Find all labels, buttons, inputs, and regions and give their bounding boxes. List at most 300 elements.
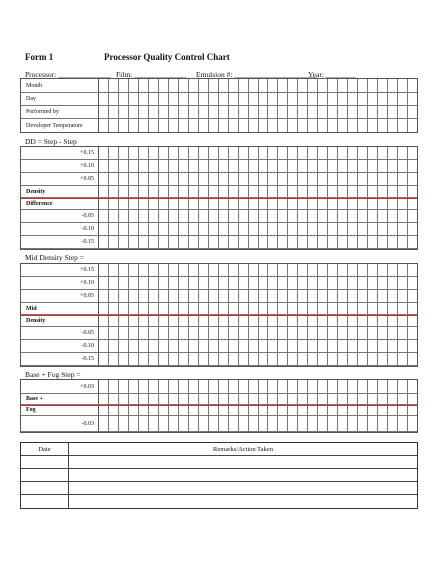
entry-cell[interactable]: [159, 315, 169, 326]
entry-cell[interactable]: [298, 315, 308, 326]
entry-cell[interactable]: [199, 340, 209, 352]
entry-cell[interactable]: [219, 303, 229, 314]
entry-cell[interactable]: [378, 119, 388, 132]
entry-cell[interactable]: [348, 236, 358, 248]
entry-cell[interactable]: [378, 380, 388, 393]
entry-cell[interactable]: [408, 198, 417, 209]
entry-cell[interactable]: [278, 290, 288, 302]
entry-cell[interactable]: [278, 223, 288, 235]
entry-cell[interactable]: [268, 264, 278, 276]
entry-cell[interactable]: [199, 277, 209, 289]
entry-cell[interactable]: [109, 93, 119, 105]
entry-cell[interactable]: [388, 160, 398, 172]
entry-cell[interactable]: [358, 186, 368, 197]
entry-cell[interactable]: [388, 327, 398, 339]
entry-cell[interactable]: [179, 405, 189, 415]
entry-cell[interactable]: [278, 210, 288, 222]
entry-cell[interactable]: [179, 223, 189, 235]
entry-cell[interactable]: [388, 223, 398, 235]
entry-cell[interactable]: [179, 236, 189, 248]
entry-cell[interactable]: [129, 315, 139, 326]
entry-cell[interactable]: [129, 93, 139, 105]
entry-cell[interactable]: [328, 277, 338, 289]
date-cell[interactable]: [21, 495, 69, 508]
entry-cell[interactable]: [209, 93, 219, 105]
entry-cell[interactable]: [338, 186, 348, 197]
entry-cell[interactable]: [308, 277, 318, 289]
entry-cell[interactable]: [308, 210, 318, 222]
entry-cell[interactable]: [368, 405, 378, 415]
entry-cell[interactable]: [129, 160, 139, 172]
entry-cell[interactable]: [259, 327, 269, 339]
entry-cell[interactable]: [388, 210, 398, 222]
entry-cell[interactable]: [288, 93, 298, 105]
entry-cell[interactable]: [179, 198, 189, 209]
entry-cell[interactable]: [408, 93, 417, 105]
entry-cell[interactable]: [129, 405, 139, 415]
entry-cell[interactable]: [129, 173, 139, 185]
entry-cell[interactable]: [259, 93, 269, 105]
entry-cell[interactable]: [239, 394, 249, 404]
entry-cell[interactable]: [129, 79, 139, 92]
entry-cell[interactable]: [179, 147, 189, 159]
entry-cell[interactable]: [239, 290, 249, 302]
entry-cell[interactable]: [268, 173, 278, 185]
entry-cell[interactable]: [229, 277, 239, 289]
entry-cell[interactable]: [318, 327, 328, 339]
entry-cell[interactable]: [388, 277, 398, 289]
entry-cell[interactable]: [219, 173, 229, 185]
entry-cell[interactable]: [109, 380, 119, 393]
entry-cell[interactable]: [199, 79, 209, 92]
entry-cell[interactable]: [268, 405, 278, 415]
entry-cell[interactable]: [368, 264, 378, 276]
entry-cell[interactable]: [308, 315, 318, 326]
date-cell[interactable]: [21, 482, 69, 494]
entry-cell[interactable]: [129, 277, 139, 289]
entry-cell[interactable]: [378, 315, 388, 326]
entry-cell[interactable]: [189, 327, 199, 339]
entry-cell[interactable]: [308, 93, 318, 105]
entry-cell[interactable]: [149, 186, 159, 197]
entry-cell[interactable]: [169, 147, 179, 159]
entry-cell[interactable]: [348, 277, 358, 289]
entry-cell[interactable]: [348, 160, 358, 172]
mid-row-cells[interactable]: [99, 353, 417, 365]
entry-cell[interactable]: [199, 210, 209, 222]
entry-cell[interactable]: [288, 416, 298, 431]
entry-cell[interactable]: [189, 394, 199, 404]
entry-cell[interactable]: [199, 223, 209, 235]
entry-cell[interactable]: [288, 119, 298, 132]
entry-cell[interactable]: [318, 380, 328, 393]
entry-cell[interactable]: [268, 394, 278, 404]
base-row-cells[interactable]: [99, 380, 417, 393]
entry-cell[interactable]: [249, 106, 259, 118]
entry-cell[interactable]: [159, 290, 169, 302]
entry-cell[interactable]: [328, 223, 338, 235]
entry-cell[interactable]: [288, 106, 298, 118]
base-row-cells[interactable]: [99, 416, 417, 431]
entry-cell[interactable]: [308, 303, 318, 314]
entry-cell[interactable]: [239, 236, 249, 248]
entry-cell[interactable]: [278, 79, 288, 92]
entry-cell[interactable]: [209, 340, 219, 352]
entry-cell[interactable]: [219, 160, 229, 172]
entry-cell[interactable]: [259, 416, 269, 431]
entry-cell[interactable]: [109, 394, 119, 404]
entry-cell[interactable]: [99, 236, 109, 248]
entry-cell[interactable]: [169, 160, 179, 172]
entry-cell[interactable]: [328, 416, 338, 431]
entry-cell[interactable]: [229, 394, 239, 404]
entry-cell[interactable]: [318, 147, 328, 159]
entry-cell[interactable]: [259, 277, 269, 289]
entry-cell[interactable]: [139, 315, 149, 326]
entry-cell[interactable]: [179, 160, 189, 172]
entry-cell[interactable]: [278, 173, 288, 185]
entry-cell[interactable]: [328, 264, 338, 276]
entry-cell[interactable]: [179, 416, 189, 431]
entry-cell[interactable]: [209, 147, 219, 159]
entry-cell[interactable]: [378, 173, 388, 185]
entry-cell[interactable]: [249, 394, 259, 404]
entry-cell[interactable]: [318, 198, 328, 209]
entry-cell[interactable]: [338, 290, 348, 302]
entry-cell[interactable]: [358, 277, 368, 289]
entry-cell[interactable]: [398, 173, 408, 185]
entry-cell[interactable]: [99, 223, 109, 235]
entry-cell[interactable]: [229, 236, 239, 248]
entry-cell[interactable]: [119, 147, 129, 159]
entry-cell[interactable]: [298, 173, 308, 185]
entry-cell[interactable]: [358, 416, 368, 431]
entry-cell[interactable]: [239, 327, 249, 339]
entry-cell[interactable]: [358, 315, 368, 326]
entry-cell[interactable]: [408, 290, 417, 302]
entry-cell[interactable]: [298, 236, 308, 248]
entry-cell[interactable]: [268, 380, 278, 393]
entry-cell[interactable]: [149, 277, 159, 289]
entry-cell[interactable]: [159, 380, 169, 393]
entry-cell[interactable]: [298, 198, 308, 209]
entry-cell[interactable]: [398, 416, 408, 431]
entry-cell[interactable]: [288, 223, 298, 235]
entry-cell[interactable]: [189, 79, 199, 92]
entry-cell[interactable]: [368, 327, 378, 339]
entry-cell[interactable]: [378, 405, 388, 415]
remarks-cell[interactable]: [69, 495, 417, 508]
entry-cell[interactable]: [288, 79, 298, 92]
entry-cell[interactable]: [358, 290, 368, 302]
entry-cell[interactable]: [358, 210, 368, 222]
entry-cell[interactable]: [298, 290, 308, 302]
entry-cell[interactable]: [179, 277, 189, 289]
entry-cell[interactable]: [149, 394, 159, 404]
entry-cell[interactable]: [368, 380, 378, 393]
entry-cell[interactable]: [249, 264, 259, 276]
entry-cell[interactable]: [408, 79, 417, 92]
entry-cell[interactable]: [259, 79, 269, 92]
entry-cell[interactable]: [229, 264, 239, 276]
entry-cell[interactable]: [348, 210, 358, 222]
entry-cell[interactable]: [199, 198, 209, 209]
entry-cell[interactable]: [149, 106, 159, 118]
entry-cell[interactable]: [318, 210, 328, 222]
entry-cell[interactable]: [398, 79, 408, 92]
entry-cell[interactable]: [378, 223, 388, 235]
entry-cell[interactable]: [298, 277, 308, 289]
entry-cell[interactable]: [378, 327, 388, 339]
entry-cell[interactable]: [318, 405, 328, 415]
entry-cell[interactable]: [249, 353, 259, 365]
entry-cell[interactable]: [99, 198, 109, 209]
entry-cell[interactable]: [149, 303, 159, 314]
entry-cell[interactable]: [169, 380, 179, 393]
entry-cell[interactable]: [109, 106, 119, 118]
entry-cell[interactable]: [259, 353, 269, 365]
entry-cell[interactable]: [318, 416, 328, 431]
entry-cell[interactable]: [308, 186, 318, 197]
entry-cell[interactable]: [129, 327, 139, 339]
entry-cell[interactable]: [249, 147, 259, 159]
entry-cell[interactable]: [318, 264, 328, 276]
entry-cell[interactable]: [388, 119, 398, 132]
entry-cell[interactable]: [139, 210, 149, 222]
entry-cell[interactable]: [278, 264, 288, 276]
entry-cell[interactable]: [259, 290, 269, 302]
entry-cell[interactable]: [378, 160, 388, 172]
entry-cell[interactable]: [119, 106, 129, 118]
entry-cell[interactable]: [199, 147, 209, 159]
entry-cell[interactable]: [169, 340, 179, 352]
entry-cell[interactable]: [139, 236, 149, 248]
entry-cell[interactable]: [348, 119, 358, 132]
entry-cell[interactable]: [259, 186, 269, 197]
entry-cell[interactable]: [268, 340, 278, 352]
entry-cell[interactable]: [288, 405, 298, 415]
entry-cell[interactable]: [139, 147, 149, 159]
entry-cell[interactable]: [368, 315, 378, 326]
entry-cell[interactable]: [189, 264, 199, 276]
entry-cell[interactable]: [159, 405, 169, 415]
entry-cell[interactable]: [328, 93, 338, 105]
entry-cell[interactable]: [239, 210, 249, 222]
entry-cell[interactable]: [249, 198, 259, 209]
entry-cell[interactable]: [179, 353, 189, 365]
entry-cell[interactable]: [408, 353, 417, 365]
entry-cell[interactable]: [159, 264, 169, 276]
entry-cell[interactable]: [408, 303, 417, 314]
entry-cell[interactable]: [239, 315, 249, 326]
entry-cell[interactable]: [219, 405, 229, 415]
entry-cell[interactable]: [189, 303, 199, 314]
info-row-cells[interactable]: [99, 79, 417, 92]
entry-cell[interactable]: [348, 79, 358, 92]
entry-cell[interactable]: [229, 79, 239, 92]
entry-cell[interactable]: [249, 236, 259, 248]
entry-cell[interactable]: [229, 315, 239, 326]
entry-cell[interactable]: [159, 79, 169, 92]
entry-cell[interactable]: [199, 106, 209, 118]
entry-cell[interactable]: [408, 315, 417, 326]
entry-cell[interactable]: [149, 93, 159, 105]
entry-cell[interactable]: [239, 223, 249, 235]
entry-cell[interactable]: [109, 119, 119, 132]
entry-cell[interactable]: [368, 277, 378, 289]
entry-cell[interactable]: [169, 290, 179, 302]
entry-cell[interactable]: [249, 416, 259, 431]
entry-cell[interactable]: [348, 327, 358, 339]
entry-cell[interactable]: [179, 186, 189, 197]
entry-cell[interactable]: [259, 106, 269, 118]
entry-cell[interactable]: [149, 353, 159, 365]
entry-cell[interactable]: [219, 119, 229, 132]
entry-cell[interactable]: [119, 210, 129, 222]
entry-cell[interactable]: [308, 119, 318, 132]
entry-cell[interactable]: [398, 147, 408, 159]
dd-row-cells[interactable]: [99, 236, 417, 248]
entry-cell[interactable]: [348, 416, 358, 431]
entry-cell[interactable]: [169, 303, 179, 314]
entry-cell[interactable]: [388, 106, 398, 118]
entry-cell[interactable]: [398, 186, 408, 197]
entry-cell[interactable]: [318, 79, 328, 92]
entry-cell[interactable]: [358, 223, 368, 235]
dd-row-cells[interactable]: [99, 173, 417, 185]
entry-cell[interactable]: [338, 394, 348, 404]
entry-cell[interactable]: [189, 380, 199, 393]
entry-cell[interactable]: [169, 264, 179, 276]
entry-cell[interactable]: [259, 173, 269, 185]
entry-cell[interactable]: [268, 416, 278, 431]
entry-cell[interactable]: [358, 380, 368, 393]
entry-cell[interactable]: [368, 303, 378, 314]
entry-cell[interactable]: [239, 340, 249, 352]
entry-cell[interactable]: [219, 223, 229, 235]
entry-cell[interactable]: [249, 160, 259, 172]
entry-cell[interactable]: [298, 160, 308, 172]
entry-cell[interactable]: [398, 303, 408, 314]
entry-cell[interactable]: [388, 198, 398, 209]
entry-cell[interactable]: [209, 380, 219, 393]
entry-cell[interactable]: [348, 147, 358, 159]
entry-cell[interactable]: [149, 119, 159, 132]
base-row-cells[interactable]: [99, 405, 417, 415]
entry-cell[interactable]: [189, 198, 199, 209]
entry-cell[interactable]: [159, 353, 169, 365]
entry-cell[interactable]: [288, 173, 298, 185]
entry-cell[interactable]: [298, 405, 308, 415]
entry-cell[interactable]: [368, 416, 378, 431]
entry-cell[interactable]: [109, 186, 119, 197]
entry-cell[interactable]: [378, 416, 388, 431]
entry-cell[interactable]: [358, 106, 368, 118]
entry-cell[interactable]: [239, 380, 249, 393]
entry-cell[interactable]: [149, 210, 159, 222]
entry-cell[interactable]: [109, 290, 119, 302]
entry-cell[interactable]: [388, 186, 398, 197]
entry-cell[interactable]: [209, 353, 219, 365]
entry-cell[interactable]: [119, 198, 129, 209]
entry-cell[interactable]: [199, 303, 209, 314]
entry-cell[interactable]: [348, 353, 358, 365]
entry-cell[interactable]: [268, 315, 278, 326]
entry-cell[interactable]: [149, 223, 159, 235]
entry-cell[interactable]: [408, 277, 417, 289]
entry-cell[interactable]: [189, 173, 199, 185]
entry-cell[interactable]: [358, 340, 368, 352]
entry-cell[interactable]: [219, 290, 229, 302]
entry-cell[interactable]: [259, 236, 269, 248]
entry-cell[interactable]: [348, 315, 358, 326]
entry-cell[interactable]: [368, 119, 378, 132]
entry-cell[interactable]: [338, 173, 348, 185]
entry-cell[interactable]: [398, 380, 408, 393]
dd-row-cells[interactable]: [99, 160, 417, 172]
entry-cell[interactable]: [159, 198, 169, 209]
entry-cell[interactable]: [179, 380, 189, 393]
entry-cell[interactable]: [398, 405, 408, 415]
entry-cell[interactable]: [348, 198, 358, 209]
entry-cell[interactable]: [189, 223, 199, 235]
entry-cell[interactable]: [249, 290, 259, 302]
entry-cell[interactable]: [278, 186, 288, 197]
entry-cell[interactable]: [298, 147, 308, 159]
entry-cell[interactable]: [119, 340, 129, 352]
mid-row-cells[interactable]: [99, 327, 417, 339]
entry-cell[interactable]: [249, 340, 259, 352]
entry-cell[interactable]: [149, 173, 159, 185]
entry-cell[interactable]: [99, 394, 109, 404]
entry-cell[interactable]: [209, 106, 219, 118]
entry-cell[interactable]: [169, 353, 179, 365]
entry-cell[interactable]: [338, 303, 348, 314]
entry-cell[interactable]: [209, 303, 219, 314]
entry-cell[interactable]: [219, 186, 229, 197]
entry-cell[interactable]: [288, 198, 298, 209]
entry-cell[interactable]: [169, 198, 179, 209]
entry-cell[interactable]: [199, 186, 209, 197]
entry-cell[interactable]: [149, 198, 159, 209]
entry-cell[interactable]: [368, 106, 378, 118]
entry-cell[interactable]: [348, 223, 358, 235]
entry-cell[interactable]: [268, 327, 278, 339]
entry-cell[interactable]: [338, 264, 348, 276]
entry-cell[interactable]: [169, 119, 179, 132]
entry-cell[interactable]: [179, 119, 189, 132]
entry-cell[interactable]: [229, 210, 239, 222]
entry-cell[interactable]: [169, 236, 179, 248]
entry-cell[interactable]: [378, 303, 388, 314]
entry-cell[interactable]: [119, 236, 129, 248]
entry-cell[interactable]: [338, 106, 348, 118]
remarks-cell[interactable]: [69, 456, 417, 468]
entry-cell[interactable]: [268, 353, 278, 365]
entry-cell[interactable]: [229, 290, 239, 302]
entry-cell[interactable]: [99, 147, 109, 159]
entry-cell[interactable]: [358, 327, 368, 339]
entry-cell[interactable]: [378, 340, 388, 352]
entry-cell[interactable]: [408, 394, 417, 404]
entry-cell[interactable]: [149, 327, 159, 339]
entry-cell[interactable]: [298, 93, 308, 105]
entry-cell[interactable]: [249, 93, 259, 105]
entry-cell[interactable]: [109, 264, 119, 276]
entry-cell[interactable]: [99, 380, 109, 393]
entry-cell[interactable]: [199, 394, 209, 404]
entry-cell[interactable]: [119, 79, 129, 92]
